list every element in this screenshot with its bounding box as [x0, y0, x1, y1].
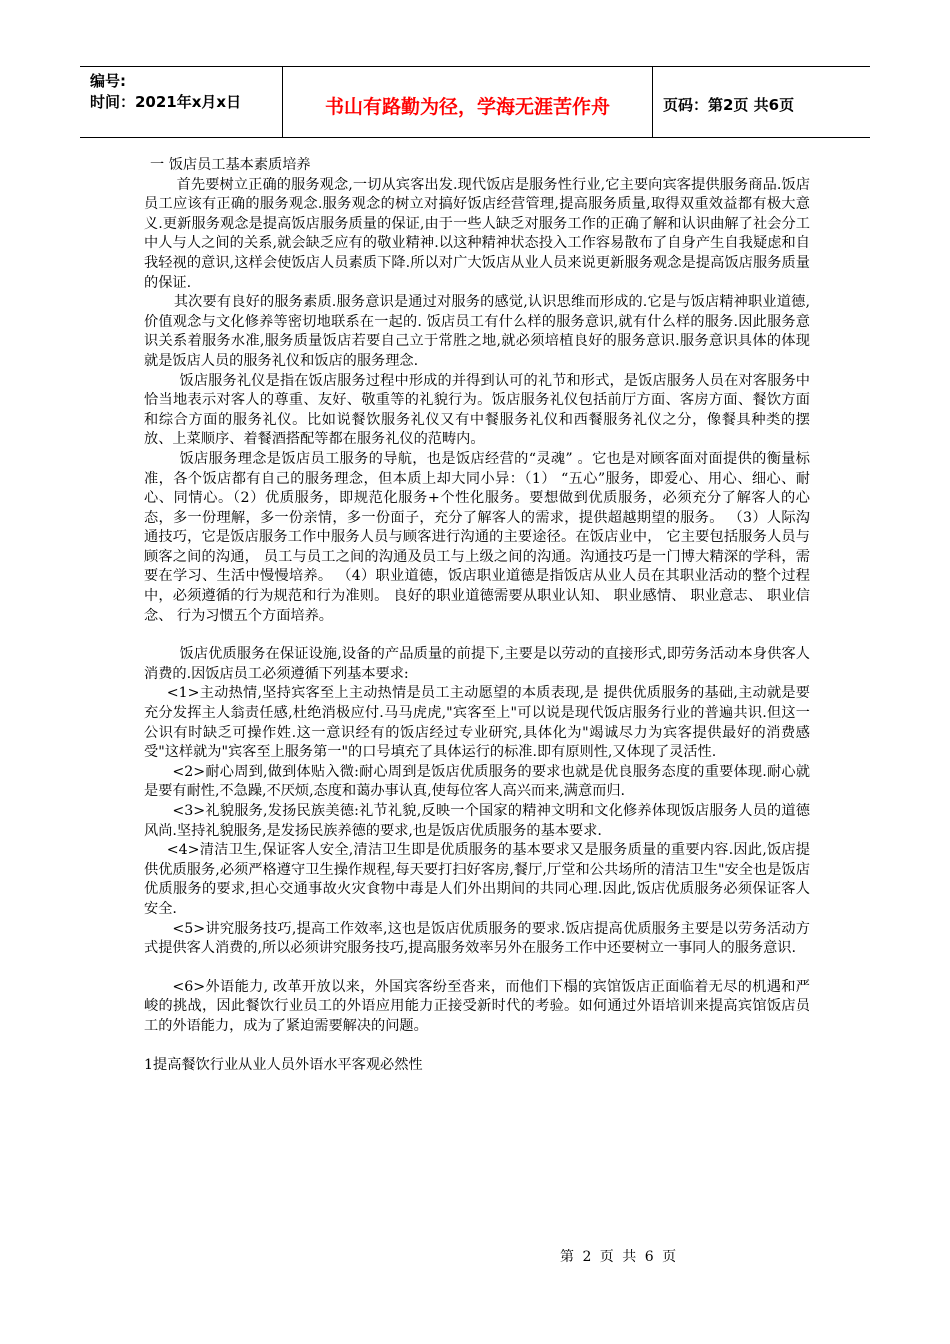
time-label: 时间：2021年x月x日 [90, 93, 242, 111]
spacer [144, 626, 810, 645]
subheading: 1提高餐饮行业从业人员外语水平客观必然性 [144, 1056, 423, 1073]
list-item-5: <5>讲究服务技巧,提高工作效率,这也是饭店优质服务的要求.饭店提高优质服务主要是以劳务活动方式提供客人消费的,所以必须讲究服务技巧,提高服务效率另外在服务工作中还要树立一事同人的服务意识. [144, 920, 810, 957]
page-footer: 第 2 页 共 6 页 [560, 1249, 679, 1265]
list-item-4: <4>清洁卫生,保证客人安全,清洁卫生即是优质服务的基本要求又是服务质量的重要内容.因此,饭店提供优质服务,必须严格遵守卫生操作规程,每天要打扫好客房,餐厅,厅堂和公共场所的清洁卫生"安全也是饭店优质服务的要求,担心交通事故火灾食物中毒是人们外出期间的共同心理.因此,饭店优质服务必须保证客人安全. [144, 842, 810, 917]
spacer [144, 959, 810, 978]
list-item-2: <2>耐心周到,做到体贴入微:耐心周到是饭店优质服务的要求也就是优良服务态度的重要体现.耐心就是要有耐性,不急躁,不厌烦,态度和蔼办事认真,使每位客人高兴而来,满意而归. [144, 763, 810, 800]
paragraph-service-quality: 其次要有良好的服务素质.服务意识是通过对服务的感觉,认识思维而形成的.它是与饭店精神职业道德,价值观念与文化修养等密切地联系在一起的. 饭店员工有什么样的服务意识,就有什么样的服务.因此服务意识关系着服务水准,服务质量饭店若要自己立于常胜之地,就必须培植良好的服务意识.服务意识具体的体现就是饭店人员的服务礼仪和饭店的服务理念. [144, 294, 810, 369]
spacer [144, 1037, 810, 1056]
paragraph-service-concept: 首先要树立正确的服务观念,一切从宾客出发.现代饭店是服务性行业,它主要向宾客提供服务商品.饭店员工应该有正确的服务观念.服务观念的树立对搞好饭店经营管理,提高服务质量,取得双重效益都有极大意义.更新服务观念是提高饭店服务质量的保证,由于一些人缺乏对服务工作的正确了解和认识曲解了社会分工中人与人之间的关系,就会缺乏应有的敬业精神.以这种精神状态投入工作容易散布了自身产生自我疑虑和自我轻视的意识,这样会使饭店人员素质下降.所以对广大饭店从业人员来说更新服务观念是提高饭店服务质量的保证. [144, 176, 810, 291]
paragraph-service-philosophy: 饭店服务理念是饭店员工服务的导航，也是饭店经营的“灵魂” 。它也是对顾客面对面提供的衡量标准，各个饭店都有自己的服务理念，但本质上却大同小异：（1） “五心”服务，即爱心、用心、细心、耐心、同情心。（2）优质服务，即规范化服务+个性化服务。要想做到优质服务，必须充分了解客人的心态，多一份理解，多一份亲情，多一份面子，充分了解客人的需求，提供超越期望的服务。 （3）人际沟通技巧，它是饭店服务工作中服务人员与顾客进行沟通的主要途径。在饭店业中， 它主要包括服务人员与顾客之间的沟通， 员工与员工之间的沟通及员工与上级之间的沟通。沟通技巧是一门博大精深的学科，需要在学习、生活中慢慢培养。 （4）职业道德，饭店职业道德是指饭店从业人员在其职业活动的整个过程中，必须遵循的行为规范和行为准则。 良好的职业道德需要从职业认知、 职业感情、 职业意志、 职业信念、 行为习惯五个方面培养。 [144, 450, 810, 624]
paragraph-service-etiquette: 饭店服务礼仪是指在饭店服务过程中形成的并得到认可的礼节和形式，是饭店服务人员在对客服务中恰当地表示对客人的尊重、友好、敬重等的礼貌行为。饭店服务礼仪包括前厅方面、客房方面、餐饮方面和综合方面的服务礼仪。比如说餐饮服务礼仪又有中餐服务礼仪和西餐服务礼仪之分，像餐具种类的摆放、上菜顺序、着餐酒搭配等都在服务礼仪的范畴内。 [144, 372, 810, 448]
header-motto: 书山有路勤为径，学海无涯苦作舟 [283, 67, 653, 137]
list-item-6: <6>外语能力, 改革开放以来，外国宾客纷至沓来，而他们下榻的宾馆饭店正面临着无尽的机遇和严峻的挑战，因此餐饮行业员工的外语应用能力正接受新时代的考验。如何通过外语培训来提高宾馆饭店员工的外语能力，成为了紧迫需要解决的问题。 [144, 978, 810, 1034]
paragraph-quality-service: 饭店优质服务在保证设施,设备的产品质量的前提下,主要是以劳动的直接形式,即劳务活动本身供客人消费的.因饭店员工必须遵循下列基本要求: [144, 646, 810, 682]
list-item-1: <1>主动热情,坚持宾客至上主动热情是员工主动愿望的本质表现,是 提供优质服务的基础,主动就是要充分发挥主人翁责任感,杜绝消极应付.马马虎虎,"宾客至上"可以说是现代饭店服务行业的普遍共识.但这一公识有时缺乏可操作姓.这一意识经有的饭店经过专业研究,具体化为"竭诚尽力为宾客提供最好的消费感受"这样就为"宾客至上服务第一"的口号填充了具体运行的标准.即有原则性,又体现了灵活性. [144, 685, 810, 761]
header-meta [80, 67, 283, 137]
document-body [144, 156, 810, 1075]
list-item-3: <3>礼貌服务,发扬民族美德:礼节礼貌,反映一个国家的精神文明和文化修养体现饭店服务人员的道德风尚.坚持礼貌服务,是发扬民族养德的要求,也是饭店优质服务的基本要求. [144, 803, 810, 839]
section-title: 一 饭店员工基本素质培养 [150, 157, 311, 173]
page-header [80, 66, 870, 138]
number-label: 编号: [90, 72, 126, 90]
header-page-info: 页码：第2页 共6页 [663, 95, 795, 114]
